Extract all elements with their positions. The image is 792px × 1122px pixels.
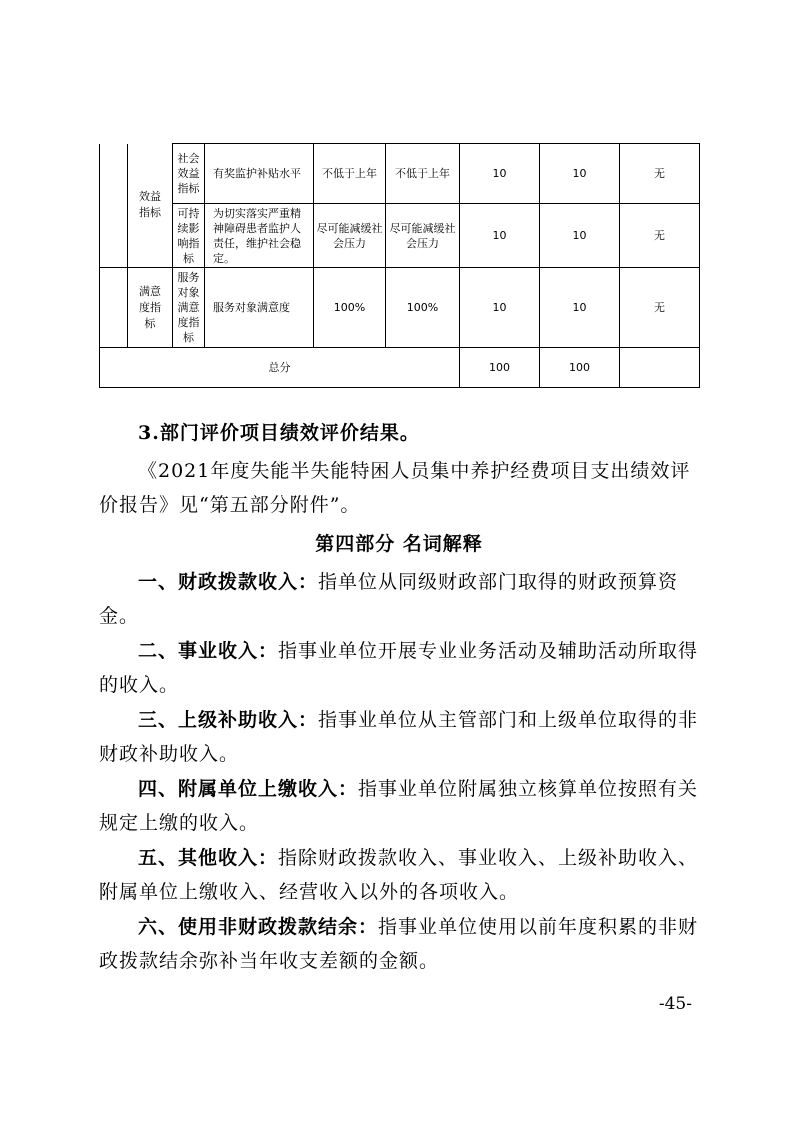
- total-label-cell: 总分: [100, 348, 460, 388]
- score-cell: 10: [540, 268, 620, 348]
- section3-text: 《2021年度失能半失能特困人员集中养护经费项目支出绩效评价报告》见“第五部分附件”。: [99, 460, 691, 516]
- target-cell: 100%: [314, 268, 386, 348]
- note-cell: 无: [620, 144, 700, 204]
- total-score-cell: 100: [540, 348, 620, 388]
- term-paragraph: [99, 703, 699, 771]
- total-note-cell: [620, 348, 700, 388]
- note-cell: 无: [620, 268, 700, 348]
- term-label: 一、财政拨款收入：: [138, 571, 319, 593]
- indicator-cell: 服务对象满意度: [205, 268, 314, 348]
- term-label: 六、使用非财政拨款结余：: [138, 916, 379, 938]
- table-total-row: [100, 348, 700, 388]
- term-label: 四、附属单位上缴收入：: [138, 778, 359, 800]
- blank-cell: [100, 144, 128, 268]
- target-cell: 尽可能减缓社会压力: [314, 204, 386, 268]
- actual-cell: 尽可能减缓社会压力: [386, 204, 460, 268]
- term-paragraph: [99, 565, 699, 633]
- weight-cell: 10: [460, 144, 540, 204]
- note-cell: 无: [620, 204, 700, 268]
- subcategory-cell: 社会效益指标: [173, 144, 205, 204]
- term-paragraph: [99, 910, 699, 978]
- section3-heading: 3.部门评价项目绩效评价结果。: [138, 422, 420, 444]
- term-definition: 指单位从同级财政部门取得的财政预算资金。: [99, 571, 679, 627]
- term-paragraph: [99, 634, 699, 702]
- actual-cell: 100%: [386, 268, 460, 348]
- indicator-cell: 为切实落实严重精神障碍患者监护人责任，维护社会稳定。: [205, 204, 314, 268]
- subcategory-cell: 可持续影响指标: [173, 204, 205, 268]
- weight-cell: 10: [460, 204, 540, 268]
- term-paragraph: [99, 772, 699, 840]
- term-paragraph: [99, 841, 699, 909]
- indicator-cell: 有奖监护补贴水平: [205, 144, 314, 204]
- score-cell: 10: [540, 204, 620, 268]
- term-definition: 指事业单位使用以前年度积累的非财政拨款结余弥补当年收支差额的金额。: [99, 916, 699, 972]
- weight-cell: 10: [460, 268, 540, 348]
- term-label: 五、其他收入：: [138, 847, 279, 869]
- score-cell: 10: [540, 144, 620, 204]
- term-label: 二、事业收入：: [138, 640, 279, 662]
- term-definition: 指事业单位开展专业业务活动及辅助活动所取得的收入。: [99, 640, 699, 696]
- actual-cell: 不低于上年: [386, 144, 460, 204]
- target-cell: 不低于上年: [314, 144, 386, 204]
- table-row: [100, 144, 700, 204]
- table-row: [100, 268, 700, 348]
- term-label: 三、上级补助收入：: [138, 709, 319, 731]
- blank-cell: [100, 268, 128, 348]
- performance-table: [99, 143, 700, 388]
- part4-title: 第四部分 名词解释: [315, 533, 483, 555]
- term-definition: 指事业单位从主管部门和上级单位取得的非财政补助收入。: [99, 709, 699, 765]
- term-definition: 指除财政拨款收入、事业收入、上级补助收入、附属单位上缴收入、经营收入以外的各项收入。: [99, 847, 699, 903]
- term-definition: 指事业单位附属独立核算单位按照有关规定上缴的收入。: [99, 778, 699, 834]
- subcategory-cell: 服务对象满意度指标: [173, 268, 205, 348]
- total-weight-cell: 100: [460, 348, 540, 388]
- page-number: -45-: [658, 994, 692, 1014]
- category-cell: 效益指标: [128, 144, 173, 268]
- table-row: [100, 204, 700, 268]
- category-cell: 满意度指标: [128, 268, 173, 348]
